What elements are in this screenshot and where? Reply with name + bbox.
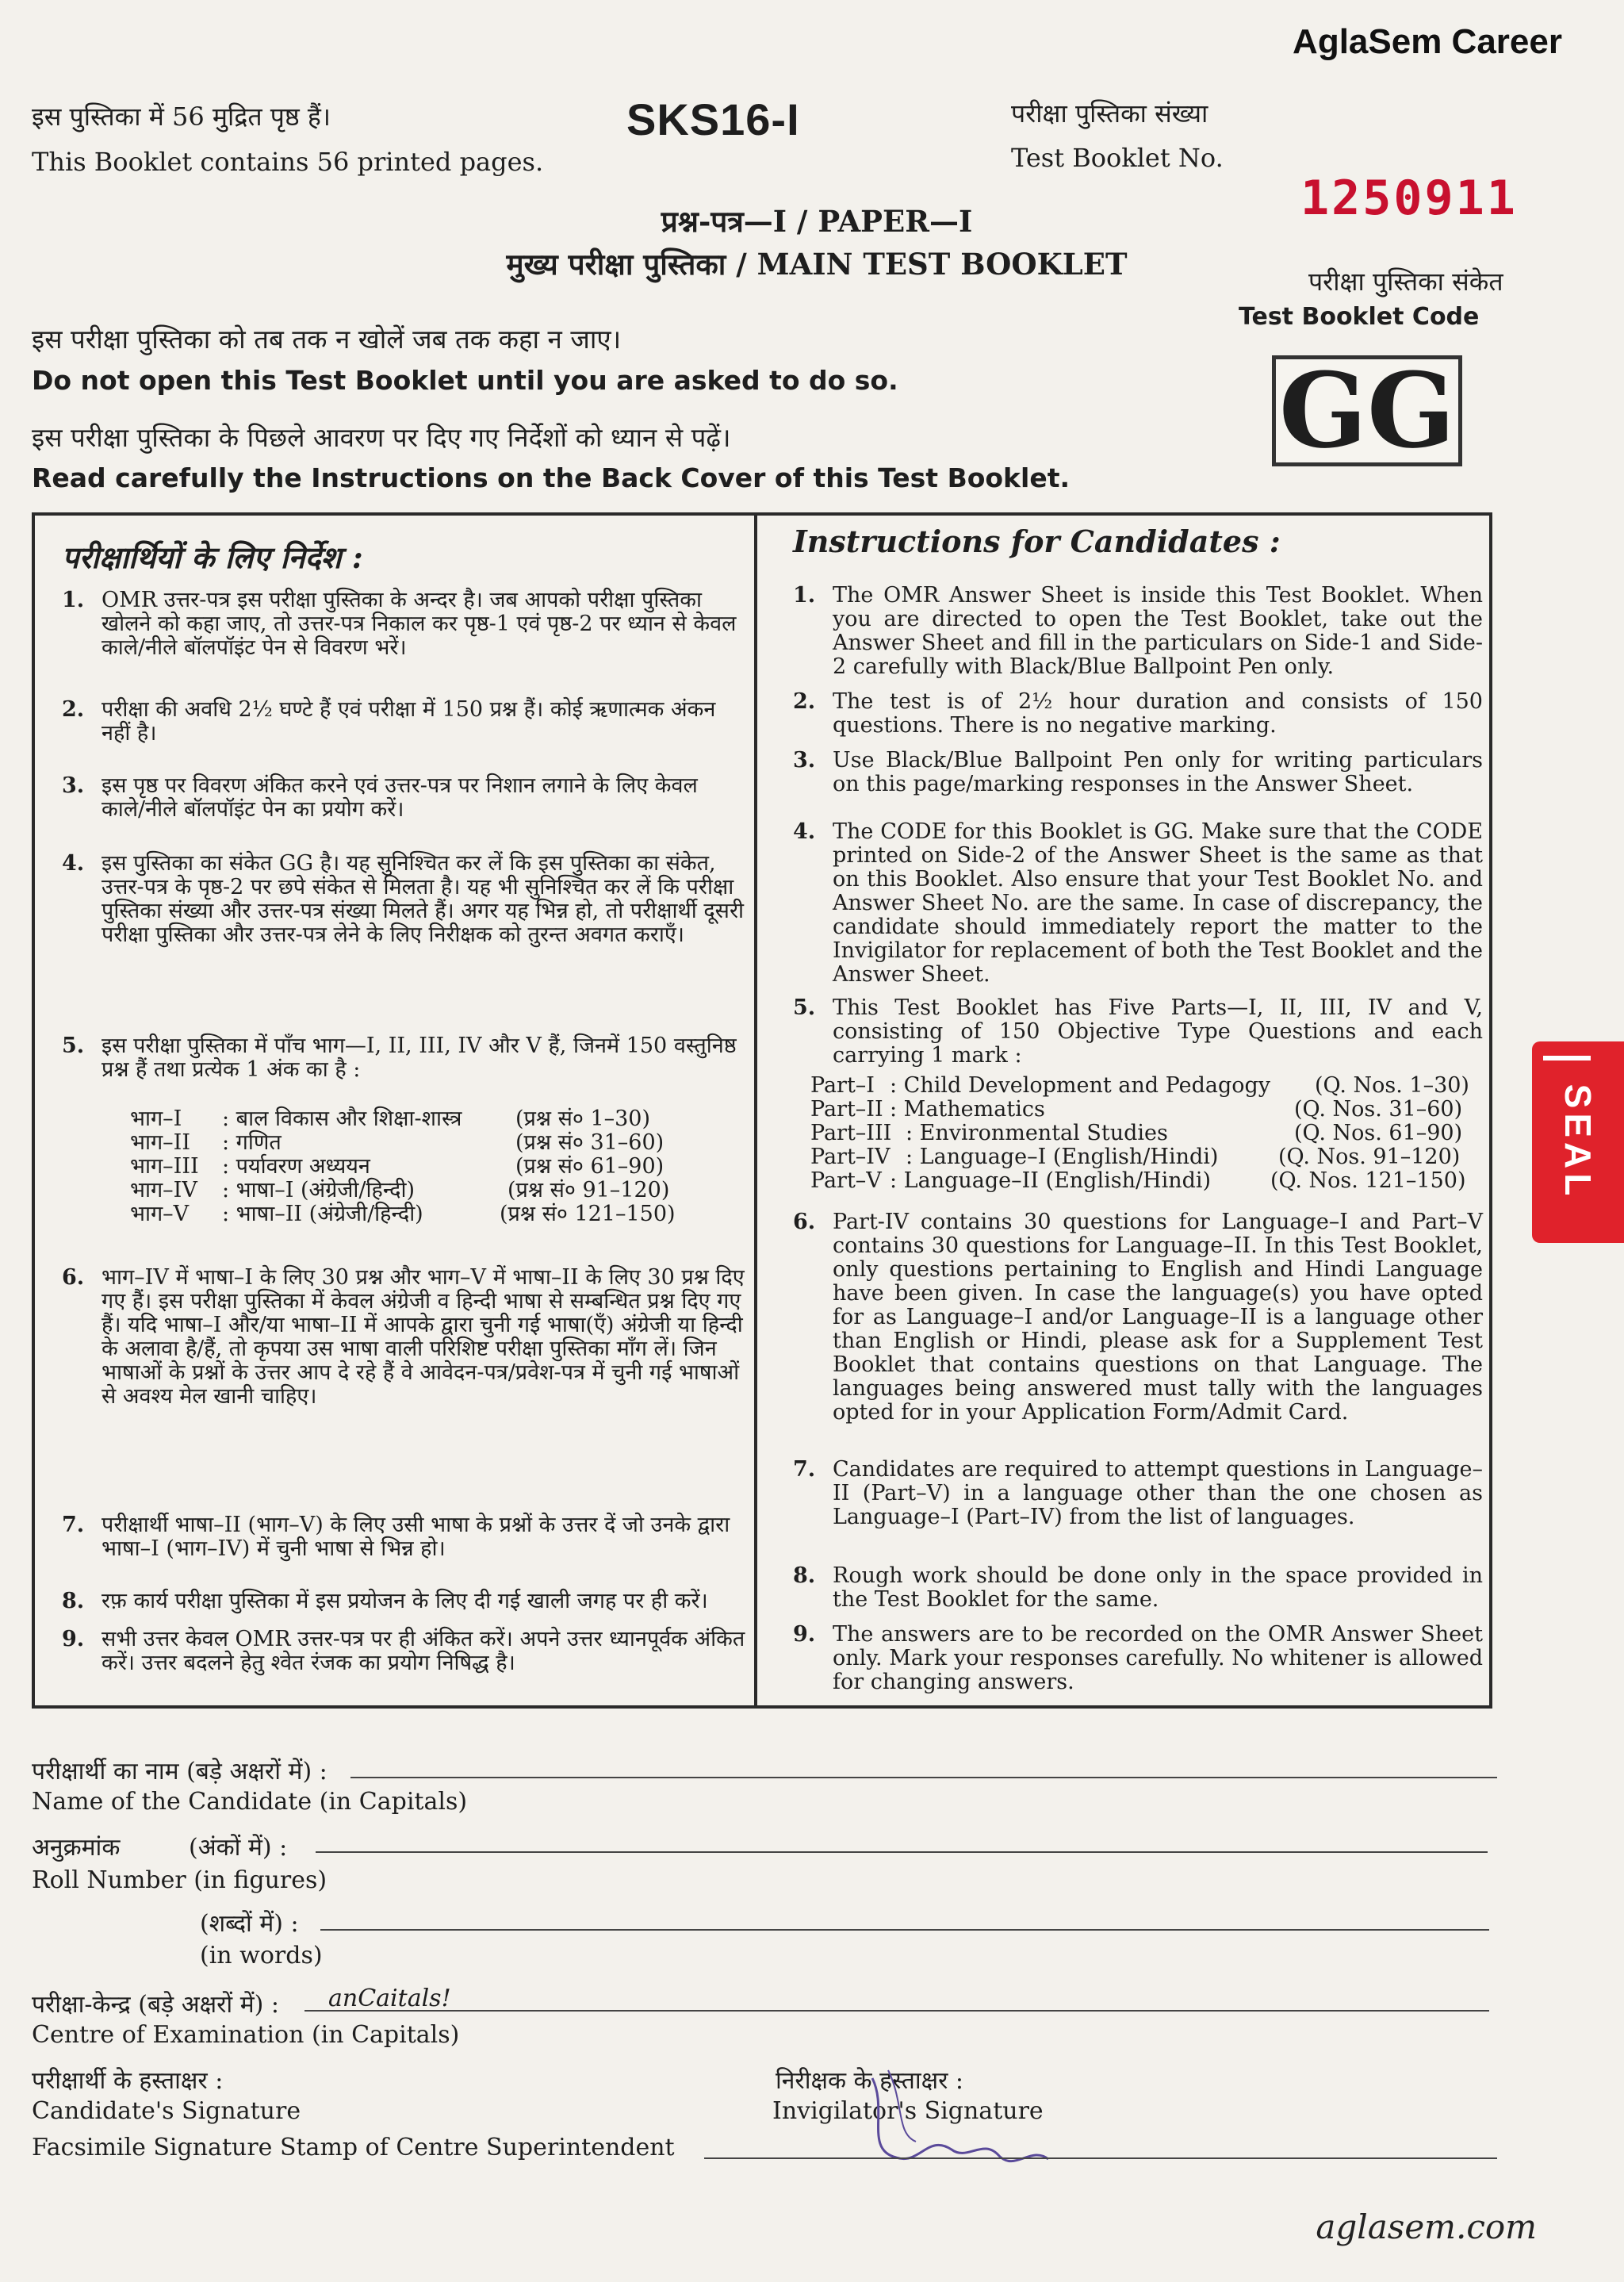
seal-label: SEAL bbox=[1557, 1083, 1599, 1201]
english-part-questions: (Q. Nos. 91–120) bbox=[1278, 1145, 1461, 1169]
hindi-part-questions: (प्रश्न सं० 61–90) bbox=[515, 1154, 665, 1179]
instruction-text: The CODE for this Booklet is GG. Make sure that the CODE printed on Side-2 of the Answer Sheet is the same as that on this Booklet. Also ensure that your Test Booklet No. and Answer Sheet No. are the same. In case of discrepancy, the candidate should immediately report the matter to the Invigilator for replacement of both the Test Booklet and the Answer Sheet. bbox=[833, 819, 1483, 987]
roll-figures-label-hindi: (अंकों में) : bbox=[189, 1834, 288, 1862]
hindi-part-row bbox=[130, 1131, 190, 1155]
instruction-text: भाग–IV में भाषा–I के लिए 30 प्रश्न और भाग–V में भाषा–II के लिए 30 प्रश्न दिए गए हैं। इस परीक्षा पुस्तिका में केवल अंग्रेजी व हिन्दी भाषा से सम्बन्धित प्रश्न दिए गए हैं। यदि भाषा–I और/या भाषा–II में आपके द्वारा चुनी गई भाषा(एँ) अंग्रेजी या हिन्दी के अलावा है/हैं, तो कृपया उस भाषा वाली परिशिष्ट परीक्षा पुस्तिका माँग लें। जिन भाषाओं के प्रश्नों के उत्तर आप दे रहे हैं वे आवेदन-पत्र/प्रवेश-पत्र में चुनी गई भाषाओं से अवश्य मेल खानी चाहिए। bbox=[102, 1265, 745, 1409]
booklet-code-label-hindi: परीक्षा पुस्तिका संकेत bbox=[1308, 267, 1503, 297]
instruction-text: सभी उत्तर केवल OMR उत्तर-पत्र पर ही अंकित करें। अपने उत्तर ध्यानपूर्वक अंकित करें। उत्तर बदलने हेतु श्वेत रंजक का प्रयोग निषिद्ध है। bbox=[102, 1627, 745, 1675]
instruction-number: 2. bbox=[793, 689, 816, 714]
instruction-text: इस परीक्षा पुस्तिका में पाँच भाग—I, II, III, IV और V हैं, जिनमें 150 वस्तुनिष्ठ प्रश्न हैं तथा प्रत्येक 1 अंक का है : bbox=[102, 1034, 737, 1082]
part-label: भाग–IV bbox=[130, 1178, 197, 1202]
roll-number-label-english: Roll Number (in figures) bbox=[32, 1866, 327, 1894]
pages-count-hindi: इस पुस्तिका में 56 मुद्रित पृष्ठ हैं। bbox=[32, 102, 331, 132]
centre-label-hindi: परीक्षा-केन्द्र (बड़े अक्षरों में) : bbox=[32, 1991, 279, 2019]
instructions-divider bbox=[754, 512, 757, 1709]
instruction-text: This Test Booklet has Five Parts—I, II, III, IV and V, consisting of 150 Objective Type Questions and each carrying 1 mark : bbox=[833, 995, 1483, 1068]
hindi-part-questions: (प्रश्न सं० 121–150) bbox=[500, 1202, 676, 1226]
hindi-part-questions: (प्रश्न सं० 31–60) bbox=[515, 1130, 665, 1155]
brand-watermark: AglaSem Career bbox=[1293, 22, 1562, 61]
facsimile-stamp-label: Facsimile Signature Stamp of Centre Superintendent bbox=[32, 2134, 675, 2161]
english-part-label: Part–II bbox=[810, 1097, 883, 1122]
instruction-text: इस पृष्ठ पर विवरण अंकित करने एवं उत्तर-पत्र पर निशान लगाने के लिए केवल काले/नीले बॉलपॉइंट पेन का प्रयोग करें। bbox=[102, 773, 698, 822]
hindi-instructions-title: परीक्षार्थियों के लिए निर्देश : bbox=[62, 539, 363, 575]
candidate-name-label-hindi: परीक्षार्थी का नाम (बड़े अक्षरों में) : bbox=[32, 1758, 327, 1785]
centre-field-value: anCaitals! bbox=[328, 1985, 451, 2012]
instruction-number: 8. bbox=[793, 1563, 816, 1588]
hindi-part-subject: : भाषा–II (अंग्रेजी/हिन्दी) bbox=[222, 1202, 423, 1226]
hindi-part-questions: (प्रश्न सं० 91–120) bbox=[508, 1178, 670, 1202]
english-part-label: Part–IV bbox=[810, 1145, 891, 1169]
instruction-text: परीक्षा की अवधि 2½ घण्टे हैं एवं परीक्षा में 150 प्रश्न हैं। कोई ऋणात्मक अंकन नहीं है। bbox=[102, 697, 716, 746]
instruction-number: 7. bbox=[62, 1513, 85, 1537]
instruction-number: 4. bbox=[793, 819, 816, 844]
english-part-questions: (Q. Nos. 1–30) bbox=[1315, 1073, 1469, 1098]
instruction-number: 3. bbox=[793, 748, 816, 773]
instruction-number: 7. bbox=[793, 1457, 816, 1482]
part-label: भाग–II bbox=[130, 1130, 191, 1155]
booklet-no-label-hindi: परीक्षा पुस्तिका संख्या bbox=[1011, 98, 1208, 128]
instruction-text: The test is of 2½ hour duration and consists of 150 questions. There is no negative marking. bbox=[833, 689, 1483, 738]
warning-hindi-read: इस परीक्षा पुस्तिका के पिछले आवरण पर दिए गए निर्देशों को ध्यान से पढ़ें। bbox=[32, 422, 731, 453]
booklet-code-label-english: Test Booklet Code bbox=[1239, 303, 1480, 331]
hindi-part-row bbox=[130, 1155, 199, 1179]
instruction-number: 5. bbox=[793, 995, 816, 1020]
english-part-label: Part–V bbox=[810, 1168, 882, 1193]
hindi-part-questions: (प्रश्न सं० 1–30) bbox=[515, 1106, 651, 1131]
pages-count-english: This Booklet contains 56 printed pages. bbox=[32, 147, 544, 177]
centre-of-examination-field[interactable] bbox=[304, 2010, 1489, 2012]
hindi-part-row bbox=[130, 1179, 197, 1202]
invigilator-signature-label-hindi: निरीक्षक के हस्ताक्षर : bbox=[776, 2067, 964, 2095]
hindi-part-subject: : भाषा–I (अंग्रेजी/हिन्दी) bbox=[222, 1178, 416, 1202]
hindi-part-subject: : गणित bbox=[222, 1130, 282, 1155]
invigilator-signature-label-english: Invigilator's Signature bbox=[772, 2097, 1044, 2125]
instruction-number: 6. bbox=[62, 1265, 85, 1290]
booklet-no-label-english: Test Booklet No. bbox=[1011, 143, 1224, 173]
hindi-part-subject: : पर्यावरण अध्ययन bbox=[222, 1154, 370, 1179]
instruction-number: 6. bbox=[793, 1210, 816, 1234]
invigilator-signature-scribble bbox=[841, 2062, 1055, 2181]
instruction-number: 9. bbox=[793, 1622, 816, 1647]
instruction-number: 1. bbox=[793, 583, 816, 608]
seal-tab[interactable] bbox=[1532, 1041, 1624, 1243]
roll-number-figures-field[interactable] bbox=[316, 1851, 1488, 1853]
english-part-questions: (Q. Nos. 121–150) bbox=[1270, 1168, 1466, 1193]
roll-words-label-english: (in words) bbox=[200, 1942, 323, 1969]
hindi-part-subject: : बाल विकास और शिक्षा-शास्त्र bbox=[222, 1106, 462, 1131]
english-part-subject: : Mathematics bbox=[890, 1097, 1045, 1122]
instruction-text: Candidates are required to attempt questions in Language–II (Part–V) in a language other than the one chosen as Language–I (Part–IV) from the list of languages. bbox=[833, 1457, 1483, 1529]
instruction-text: The answers are to be recorded on the OMR Answer Sheet only. Mark your responses carefully. No whitener is allowed for changing answers. bbox=[833, 1622, 1483, 1694]
candidate-signature-label-hindi: परीक्षार्थी के हस्ताक्षर : bbox=[32, 2067, 224, 2095]
english-part-subject: : Environmental Studies bbox=[906, 1121, 1168, 1145]
facsimile-stamp-field[interactable] bbox=[704, 2157, 1497, 2159]
booklet-code-box: GG bbox=[1272, 355, 1462, 466]
warning-english-read: Read carefully the Instructions on the Back Cover of this Test Booklet. bbox=[32, 462, 1071, 493]
hindi-part-row bbox=[130, 1107, 182, 1131]
instruction-number: 4. bbox=[62, 851, 85, 876]
instruction-text: Part-IV contains 30 questions for Language–I and Part–V contains 30 questions for Language–II. In this Test Booklet, only questions pertaining to English and Hindi Language have been given. In case the language(s) you have opted for as Language–I and/or Language–II is a language other than English or Hindi, please ask for a Supplement Test Booklet that contains questions on that Language. The languages being answered must tally with the languages opted for in your Application Form/Admit Card. bbox=[833, 1210, 1483, 1425]
instruction-number: 3. bbox=[62, 773, 85, 798]
roll-number-words-field[interactable] bbox=[320, 1929, 1489, 1931]
candidate-signature-label-english: Candidate's Signature bbox=[32, 2097, 301, 2125]
english-part-subject: : Child Development and Pedagogy bbox=[890, 1073, 1271, 1098]
english-part-subject: : Language–II (English/Hindi) bbox=[890, 1168, 1212, 1193]
hindi-part-row bbox=[130, 1202, 189, 1226]
part-label: भाग–III bbox=[130, 1154, 199, 1179]
warning-hindi-open: इस परीक्षा पुस्तिका को तब तक न खोलें जब तक कहा न जाए। bbox=[32, 324, 622, 355]
english-part-questions: (Q. Nos. 31–60) bbox=[1294, 1097, 1463, 1122]
test-booklet-number: 1250911 bbox=[1300, 171, 1518, 226]
instruction-text: Rough work should be done only in the space provided in the Test Booklet for the same. bbox=[833, 1563, 1483, 1612]
part-label: भाग–V bbox=[130, 1202, 190, 1226]
english-part-subject: : Language–I (English/Hindi) bbox=[906, 1145, 1219, 1169]
english-part-questions: (Q. Nos. 61–90) bbox=[1294, 1121, 1463, 1145]
centre-label-english: Centre of Examination (in Capitals) bbox=[32, 2021, 460, 2049]
main-booklet-title: मुख्य परीक्षा पुस्तिका / MAIN TEST BOOKLET bbox=[506, 247, 1128, 282]
hindi-instruction-1 bbox=[62, 589, 745, 668]
english-part-label: Part–I bbox=[810, 1073, 875, 1098]
part-label: भाग–I bbox=[130, 1106, 182, 1131]
candidate-name-label-english: Name of the Candidate (in Capitals) bbox=[32, 1788, 468, 1816]
candidate-name-field[interactable] bbox=[350, 1777, 1497, 1778]
english-part-label: Part–III bbox=[810, 1121, 892, 1145]
instruction-number: 2. bbox=[62, 697, 85, 722]
roll-words-label-hindi: (शब्दों में) : bbox=[200, 1910, 299, 1938]
instruction-number: 8. bbox=[62, 1589, 85, 1613]
instruction-number: 1. bbox=[62, 588, 85, 612]
seal-tear-mark bbox=[1543, 1056, 1591, 1060]
instruction-text: Use Black/Blue Ballpoint Pen only for writing particulars on this page/marking responses in the Answer Sheet. bbox=[833, 748, 1483, 796]
english-instructions-title: Instructions for Candidates : bbox=[793, 524, 1281, 559]
footer-watermark: aglasem.com bbox=[1316, 2207, 1537, 2246]
paper-code: SKS16-I bbox=[626, 94, 800, 144]
roll-number-label-hindi: अनुक्रमांक bbox=[32, 1834, 121, 1862]
warning-english-open: Do not open this Test Booklet until you are asked to do so. bbox=[32, 365, 898, 396]
instruction-text: इस पुस्तिका का संकेत GG है। यह सुनिश्चित कर लें कि इस पुस्तिका का संकेत, उत्तर-पत्र के पृष्ठ-2 पर छपे संकेत से मिलता है। यह भी सुनिश्चित कर लें कि परीक्षा पुस्तिका संख्या और उत्तर-पत्र संख्या मिलते हैं। अगर यह भिन्न हो, तो परीक्षार्थी दूसरी परीक्षा पुस्तिका और उत्तर-पत्र लेने के लिए निरीक्षक को तुरन्त अवगत कराएँ। bbox=[102, 851, 744, 947]
paper-title: प्रश्न-पत्र—I / PAPER—I bbox=[661, 204, 973, 239]
instruction-text: रफ़ कार्य परीक्षा पुस्तिका में इस प्रयोजन के लिए दी गई खाली जगह पर ही करें। bbox=[102, 1589, 708, 1613]
instruction-number: 5. bbox=[62, 1034, 85, 1058]
instruction-text: OMR उत्तर-पत्र इस परीक्षा पुस्तिका के अन्दर है। जब आपको परीक्षा पुस्तिका खोलने को कहा जाए, तो उत्तर-पत्र निकाल कर पृष्ठ-1 एवं पृष्ठ-2 पर ध्यान से केवल काले/नीले बॉलपॉइंट पेन से विवरण भरें। bbox=[102, 588, 737, 660]
instruction-text: The OMR Answer Sheet is inside this Test Booklet. When you are directed to open the Test Booklet, take out the Answer Sheet and fill in the particulars on Side-1 and Side-2 carefully with Black/Blue Ballpoint Pen only. bbox=[833, 583, 1483, 679]
instruction-number: 9. bbox=[62, 1627, 85, 1651]
instruction-text: परीक्षार्थी भाषा–II (भाग–V) के लिए उसी भाषा के प्रश्नों के उत्तर दें जो उनके द्वारा भाषा–I (भाग–IV) में चुनी भाषा से भिन्न हो। bbox=[102, 1513, 730, 1561]
